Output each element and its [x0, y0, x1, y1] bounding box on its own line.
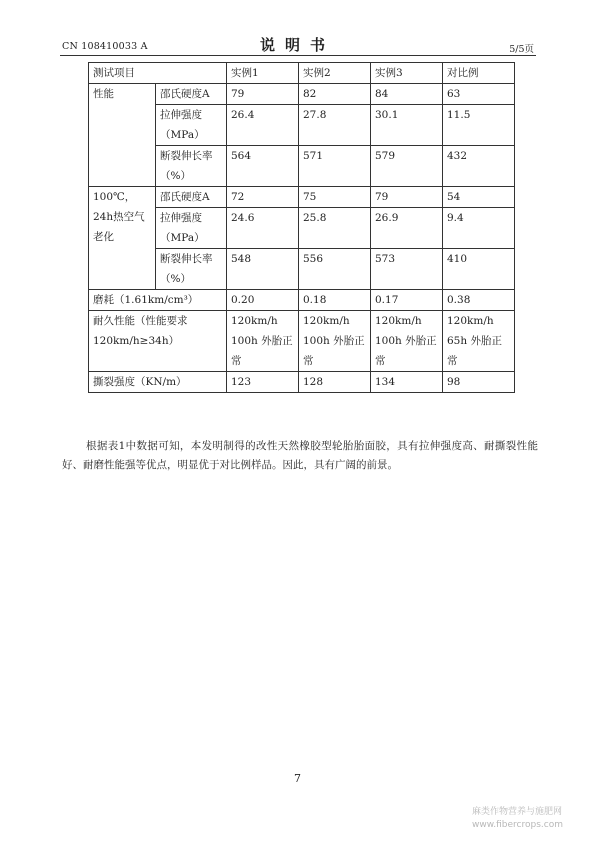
- table-cell: 123: [227, 372, 299, 393]
- header-divider: [60, 55, 536, 56]
- watermark-site-name: 麻类作物营养与施肥网: [472, 807, 563, 817]
- table-cell: 134: [371, 372, 443, 393]
- table-cell: 0.20: [227, 290, 299, 311]
- table-row: [89, 84, 515, 105]
- row-label: 断裂伸长率（%）: [156, 249, 227, 290]
- patent-number: CN 108410033 A: [62, 41, 148, 52]
- header-example-2: 实例2: [299, 63, 371, 84]
- table-cell: 410: [443, 249, 515, 290]
- group-label-aging: 100℃，24h热空气老化: [89, 187, 156, 290]
- table-cell: 24.6: [227, 208, 299, 249]
- row-label: 磨耗（1.61km/cm³）: [89, 290, 227, 311]
- table-cell: 120km/h 100h 外胎正常: [299, 311, 371, 372]
- table-cell: 120km/h 100h 外胎正常: [227, 311, 299, 372]
- table-cell: 30.1: [371, 105, 443, 146]
- table-cell: 432: [443, 146, 515, 187]
- table-cell: 120km/h 100h 外胎正常: [371, 311, 443, 372]
- table-row: [89, 187, 515, 208]
- row-label: 邵氏硬度A: [156, 84, 227, 105]
- table-cell: 84: [371, 84, 443, 105]
- row-label: 拉伸强度（MPa）: [156, 208, 227, 249]
- table-cell: 0.38: [443, 290, 515, 311]
- table-cell: 72: [227, 187, 299, 208]
- table-cell: 11.5: [443, 105, 515, 146]
- row-label: 撕裂强度（KN/m）: [89, 372, 227, 393]
- page-number: 7: [294, 772, 301, 785]
- header-example-3: 实例3: [371, 63, 443, 84]
- table-cell: 0.17: [371, 290, 443, 311]
- table-cell: 564: [227, 146, 299, 187]
- row-label: 耐久性能（性能要求120km/h≥34h）: [89, 311, 227, 372]
- table-cell: 54: [443, 187, 515, 208]
- table-cell: 120km/h 65h 外胎正常: [443, 311, 515, 372]
- document-type-title: 说明书: [259, 36, 335, 54]
- table-cell: 556: [299, 249, 371, 290]
- table-cell: 82: [299, 84, 371, 105]
- table-header-row: [89, 63, 515, 84]
- watermark-url: www.fibercrops.com: [472, 820, 563, 830]
- table-cell: 571: [299, 146, 371, 187]
- watermark: [472, 806, 563, 832]
- table-cell: 98: [443, 372, 515, 393]
- row-label: 拉伸强度（MPa）: [156, 105, 227, 146]
- table-cell: 0.18: [299, 290, 371, 311]
- table-cell: 63: [443, 84, 515, 105]
- table-row: [89, 372, 515, 393]
- conclusion-paragraph: 根据表1中数据可知，本发明制得的改性天然橡胶型轮胎胎面胶，具有拉伸强度高、耐撕裂性能好、耐磨性能强等优点，明显优于对比例样品。因此，具有广阔的前景。: [62, 440, 538, 471]
- table-row: [89, 290, 515, 311]
- table-cell: 75: [299, 187, 371, 208]
- row-label: 邵氏硬度A: [156, 187, 227, 208]
- results-table: [88, 62, 515, 393]
- header-comparative: 对比例: [443, 63, 515, 84]
- table-cell: 9.4: [443, 208, 515, 249]
- table-row: [89, 311, 515, 372]
- table-cell: 579: [371, 146, 443, 187]
- table-cell: 128: [299, 372, 371, 393]
- table-cell: 548: [227, 249, 299, 290]
- table-cell: 25.8: [299, 208, 371, 249]
- header-example-1: 实例1: [227, 63, 299, 84]
- table-cell: 26.4: [227, 105, 299, 146]
- row-label: 断裂伸长率（%）: [156, 146, 227, 187]
- table-cell: 26.9: [371, 208, 443, 249]
- table-cell: 79: [227, 84, 299, 105]
- group-label-performance: 性能: [89, 84, 156, 187]
- header-test-item: 测试项目: [89, 63, 227, 84]
- page-reference: 5/5页: [509, 44, 534, 55]
- table-cell: 27.8: [299, 105, 371, 146]
- table-cell: 79: [371, 187, 443, 208]
- table-cell: 573: [371, 249, 443, 290]
